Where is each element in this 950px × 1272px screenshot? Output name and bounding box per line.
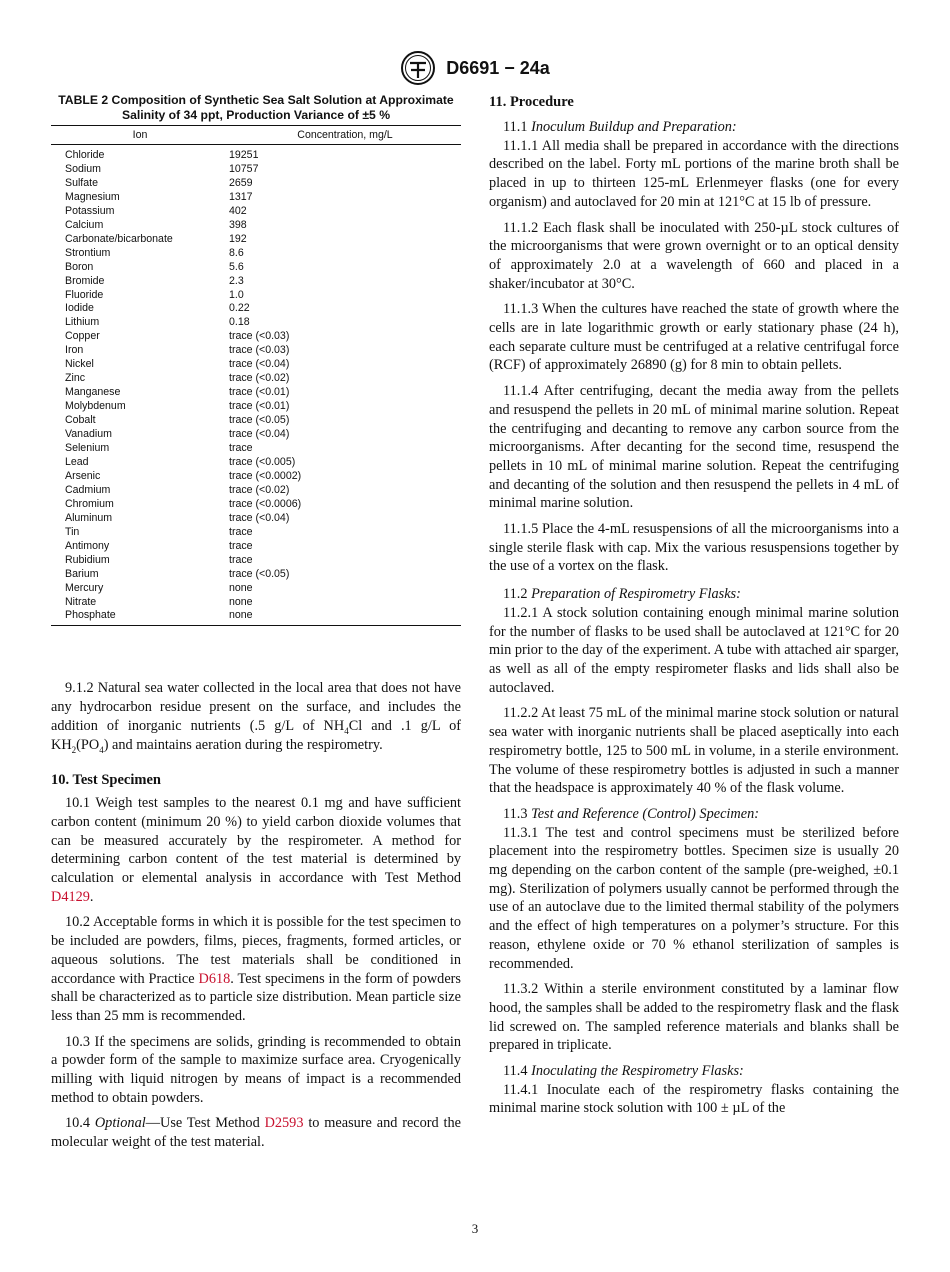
- concentration-cell: trace (<0.05): [229, 414, 290, 427]
- concentration-cell: trace: [229, 553, 253, 566]
- ion-cell: Iron: [65, 344, 84, 357]
- reference-link-d618[interactable]: D618: [198, 970, 231, 987]
- concentration-cell: 2659: [229, 176, 253, 189]
- concentration-cell: 19251: [229, 149, 259, 161]
- paragraph-11-4-1: 11.4.1 Inoculate each of the respirometry flasks containing the minimal marine stock solution with 100 ± µL of the: [489, 1081, 899, 1117]
- concentration-cell: trace (<0.03): [229, 330, 290, 343]
- paragraph-10-1: 10.1 Weigh test samples to the nearest 0.1 mg and have sufficient carbon content (minimum 20 %) to yield carbon dioxide volumes that can be measured accurately by the respirometer. A method for determining carbon content of the test material is determined by calculation or elemental analysis in accordance with Test Method D4129.: [51, 795, 461, 905]
- paragraph-11-2: 11.2 Preparation of Respirometry Flasks:: [503, 586, 741, 603]
- table-row: [51, 145, 461, 163]
- concentration-cell: 5.6: [229, 260, 244, 273]
- paragraph-10-3: 10.3 If the specimens are solids, grinding is recommended to obtain a powder form of the sample to maximize surface area. Cryogenically milling with liquid nitrogen by means of impact is a recommended method to obtain powders.: [51, 1033, 461, 1106]
- paragraph-9-1-2: 9.1.2 Natural sea water collected in the local area that does not have any hydrocarbon residue present on the surface, and includes the addition of inorganic nutrients (.5 g/L of $NH_4Cl$ and .1 g/L of $KH_2(PO_4)$ and maintains aeration during the respirometry.: [51, 680, 462, 755]
- ion-cell: Sulfate: [65, 176, 98, 189]
- ion-cell: Molybdenum: [65, 400, 126, 413]
- ion-cell: Magnesium: [65, 190, 120, 203]
- concentration-cell: none: [229, 581, 253, 594]
- concentration-cell: trace (<0.02): [229, 483, 290, 496]
- table-row: [51, 247, 461, 261]
- ion-cell: Boron: [65, 260, 94, 273]
- table-row: [51, 205, 461, 219]
- paragraph-11-3-2: 11.3.2 Within a sterile environment constituted by a laminar flow hood, the samples shall be added to the respirometry flask and the flask lid screwed on. The sampled reference materials and blanks shall be prepared in triplicate.: [489, 981, 899, 1054]
- concentration-cell: trace (<0.04): [229, 358, 290, 371]
- table-row: [51, 275, 461, 289]
- paragraph-11-2-2: 11.2.2 At least 75 mL of the minimal marine stock solution or natural sea water with inorganic nutrients shall be placed aseptically into each respirometry bottle, 125 to 500 mL in volume, in a sterile environment. The volume of these respirometry bottles is adjusted in such a manner that the headspace is approximately 40 % of the flask volume.: [489, 705, 900, 797]
- paragraph-11-1-1: 11.1.1 All media shall be prepared in accordance with the directions described on the label. Forty mL portions of the marine broth shall be placed in up to thirteen 125-mL Erlenmeyer flasks (one for every organism) and autoclaved for 20 min at 121°C at 15 lb of pressure.: [489, 137, 899, 210]
- table-row: [51, 261, 461, 275]
- table-row: [51, 177, 461, 191]
- concentration-cell: trace (<0.005): [229, 455, 296, 468]
- concentration-cell: 1317: [229, 190, 253, 203]
- ion-cell: Arsenic: [65, 469, 101, 482]
- ion-cell: Fluoride: [65, 288, 104, 301]
- concentration-cell: trace (<0.05): [229, 567, 290, 580]
- composition-table-body: [51, 145, 461, 626]
- ion-cell: Phosphate: [51, 609, 229, 625]
- left-body-text: [51, 679, 461, 1151]
- paragraph-11-3: 11.3 Test and Reference (Control) Specimen:: [503, 805, 759, 822]
- column-header-concentration: Concentration, mg/L: [229, 126, 461, 145]
- paragraph-11-1-5: 11.1.5 Place the 4-mL resuspensions of all the microorganisms into a single sterile flask with cap. Mix the various resuspensions together by the use of a vortex on the flask.: [489, 521, 899, 575]
- table-row: [51, 302, 461, 316]
- paragraph-11-1-2: 11.1.2 Each flask shall be inoculated with 250-µL stock cultures of the microorganisms that were grown overnight or to an optical density of approximately 2.0 at a wavelength of 660 and placed in a shaker/incubator at 30°C.: [489, 219, 899, 292]
- table-row: [51, 344, 461, 358]
- table-row: [51, 316, 461, 330]
- table-row: [51, 219, 461, 233]
- concentration-cell: trace (<0.02): [229, 372, 290, 385]
- composition-table: [51, 125, 461, 626]
- ion-cell: Lead: [65, 455, 89, 468]
- concentration-cell: none: [229, 595, 253, 608]
- table-row: [51, 428, 461, 442]
- ion-cell: Chromium: [65, 497, 114, 510]
- table-row: [51, 540, 461, 554]
- ion-cell: Nitrate: [65, 595, 97, 608]
- table-row: [51, 386, 461, 400]
- concentration-cell: trace: [229, 539, 253, 552]
- concentration-cell: trace: [229, 442, 253, 455]
- paragraph-10-2: 10.2 Acceptable forms in which it is possible for the test specimen to be included are powders, films, pieces, fragments, formed articles, or aqueous solutions. The test materials shall be conditioned in accordance with Practice D618. Test specimens in the form of powders shall be characterized as to particle size distribution. Mean particle size less than 25 mm is recommended.: [51, 914, 461, 1024]
- paragraph-11-2-1: 11.2.1 A stock solution containing enough minimal marine solution for the number of flasks to be used shall be autoclaved at 121°C for 20 min prior to the day of the experiment. A tube with attached air sparger, as well as all of the empty respirometer flasks and lids shall also be autoclaved.: [489, 604, 899, 696]
- reference-link-d4129[interactable]: D4129: [51, 888, 90, 905]
- concentration-cell: trace (<0.03): [229, 344, 290, 357]
- ion-cell: Nickel: [65, 358, 94, 371]
- table-row: [51, 414, 461, 428]
- column-header-ion: Ion: [51, 126, 229, 145]
- concentration-cell: 2.3: [229, 274, 244, 287]
- page-number: 3: [471, 1221, 479, 1236]
- concentration-cell: 0.18: [229, 316, 250, 329]
- concentration-cell: 0.22: [229, 302, 250, 315]
- ion-cell: Mercury: [65, 581, 104, 594]
- ion-cell: Selenium: [65, 442, 110, 455]
- ion-cell: Carbonate/bicarbonate: [65, 232, 173, 245]
- concentration-cell: 402: [229, 204, 247, 217]
- concentration-cell: 398: [229, 218, 247, 231]
- table-row: [51, 596, 461, 610]
- table-row: [51, 191, 461, 205]
- ion-cell: Cadmium: [65, 483, 111, 496]
- table-row: [51, 442, 461, 456]
- concentration-cell: 192: [229, 232, 247, 245]
- concentration-cell: trace (<0.01): [229, 386, 290, 399]
- ion-cell: Antimony: [65, 539, 110, 552]
- ion-cell: Zinc: [65, 372, 86, 385]
- table-row: [51, 512, 461, 526]
- table-row: [51, 456, 461, 470]
- paragraph-11-1: 11.1 Inoculum Buildup and Preparation:: [503, 119, 737, 135]
- right-column: [489, 93, 899, 1118]
- ion-cell: Bromide: [65, 274, 105, 287]
- paragraph-11-4: 11.4 Inoculating the Respirometry Flasks:: [503, 1063, 744, 1080]
- table-row: [51, 470, 461, 484]
- ion-cell: Tin: [65, 525, 80, 538]
- concentration-cell: trace (<0.0006): [229, 497, 302, 510]
- ion-cell: Cobalt: [65, 414, 96, 427]
- ion-cell: Iodide: [65, 302, 94, 315]
- ion-cell: Calcium: [65, 218, 104, 231]
- table-row: [51, 233, 461, 247]
- table-header-row: [51, 126, 461, 145]
- section-11-heading: 11. Procedure: [489, 94, 574, 110]
- concentration-cell: 1.0: [229, 288, 244, 301]
- ion-cell: Potassium: [65, 204, 115, 217]
- table-row: [51, 372, 461, 386]
- ion-cell: Aluminum: [65, 511, 113, 524]
- concentration-cell: trace (<0.0002): [229, 469, 302, 482]
- ion-cell: Manganese: [65, 386, 121, 399]
- table-2-title: TABLE 2 Composition of Synthetic Sea Salt Solution at Approximate Salinity of 34 ppt, Production Variance of ±5 %: [58, 93, 454, 122]
- table-row: [51, 554, 461, 568]
- paragraph-10-4: 10.4 Optional—Use Test Method D2593 to measure and record the molecular weight of the test material.: [51, 1115, 462, 1151]
- ion-cell: Rubidium: [65, 553, 110, 566]
- concentration-cell: trace: [229, 525, 253, 538]
- astm-logo-icon: [400, 50, 436, 86]
- reference-link-d2593[interactable]: D2593: [264, 1115, 304, 1132]
- table-row: [51, 358, 461, 372]
- table-row: [51, 582, 461, 596]
- table-row: [51, 498, 461, 512]
- concentration-cell: trace (<0.01): [229, 400, 290, 413]
- concentration-cell: trace (<0.04): [229, 428, 290, 441]
- ion-cell: Strontium: [65, 246, 111, 259]
- ion-cell: Copper: [65, 330, 100, 343]
- document-id: D6691 − 24a: [446, 57, 550, 78]
- section-10-heading: 10. Test Specimen: [51, 772, 161, 789]
- ion-cell: Barium: [65, 567, 99, 580]
- table-row: [51, 289, 461, 303]
- concentration-cell: 10757: [229, 162, 259, 175]
- concentration-cell: trace (<0.04): [229, 511, 290, 524]
- page-header: [0, 50, 950, 86]
- ion-cell: Vanadium: [65, 428, 112, 441]
- table-row: [51, 568, 461, 582]
- table-row: [51, 400, 461, 414]
- ion-cell: Lithium: [65, 316, 100, 329]
- table-row: [51, 609, 461, 625]
- paragraph-11-1-3: 11.1.3 When the cultures have reached the state of growth where the cells are in late logarithmic growth or early stationary phase (24 h), each separate culture must be centrifuged at a relative centrifugal force (RCF) of approximately 26890 (g) for 8 min to obtain pellets.: [489, 301, 899, 374]
- ion-cell: Sodium: [65, 162, 101, 175]
- table-row: [51, 526, 461, 540]
- concentration-cell: 8.6: [229, 246, 244, 259]
- ion-cell: Chloride: [65, 149, 105, 161]
- table-row: [51, 484, 461, 498]
- table-row: [51, 330, 461, 344]
- table-row: [51, 163, 461, 177]
- left-column: [51, 93, 461, 1152]
- paragraph-11-3-1: 11.3.1 The test and control specimens must be sterilized before placement into the respirometry bottles. Specimen size is usually 20 mg depending on the carbon content of the sample (pre-weighed, ±0.1 mg). Sterilization of polymers usually cannot be performed through the use of an autoclave due to the limited thermal stability of the polymers and the effect of high temperatures on a polymer’s structure. For this reason, ethylene oxide or 70 % ethanol sterilization of samples is recommended.: [489, 824, 899, 972]
- paragraph-11-1-4: 11.1.4 After centrifuging, decant the media away from the pellets and resuspend the pellets in 20 mL of minimal marine solution. Repeat the centrifuging and decanting to remove any carbon source from the microorganisms. After decanting for the second time, resuspend the pellets in 10 mL of minimal marine solution. Repeat the centrifuging and decanting of the solution and then resuspend the pellets in 4 mL of minimal marine solution.: [489, 383, 899, 512]
- concentration-cell: none: [229, 609, 461, 625]
